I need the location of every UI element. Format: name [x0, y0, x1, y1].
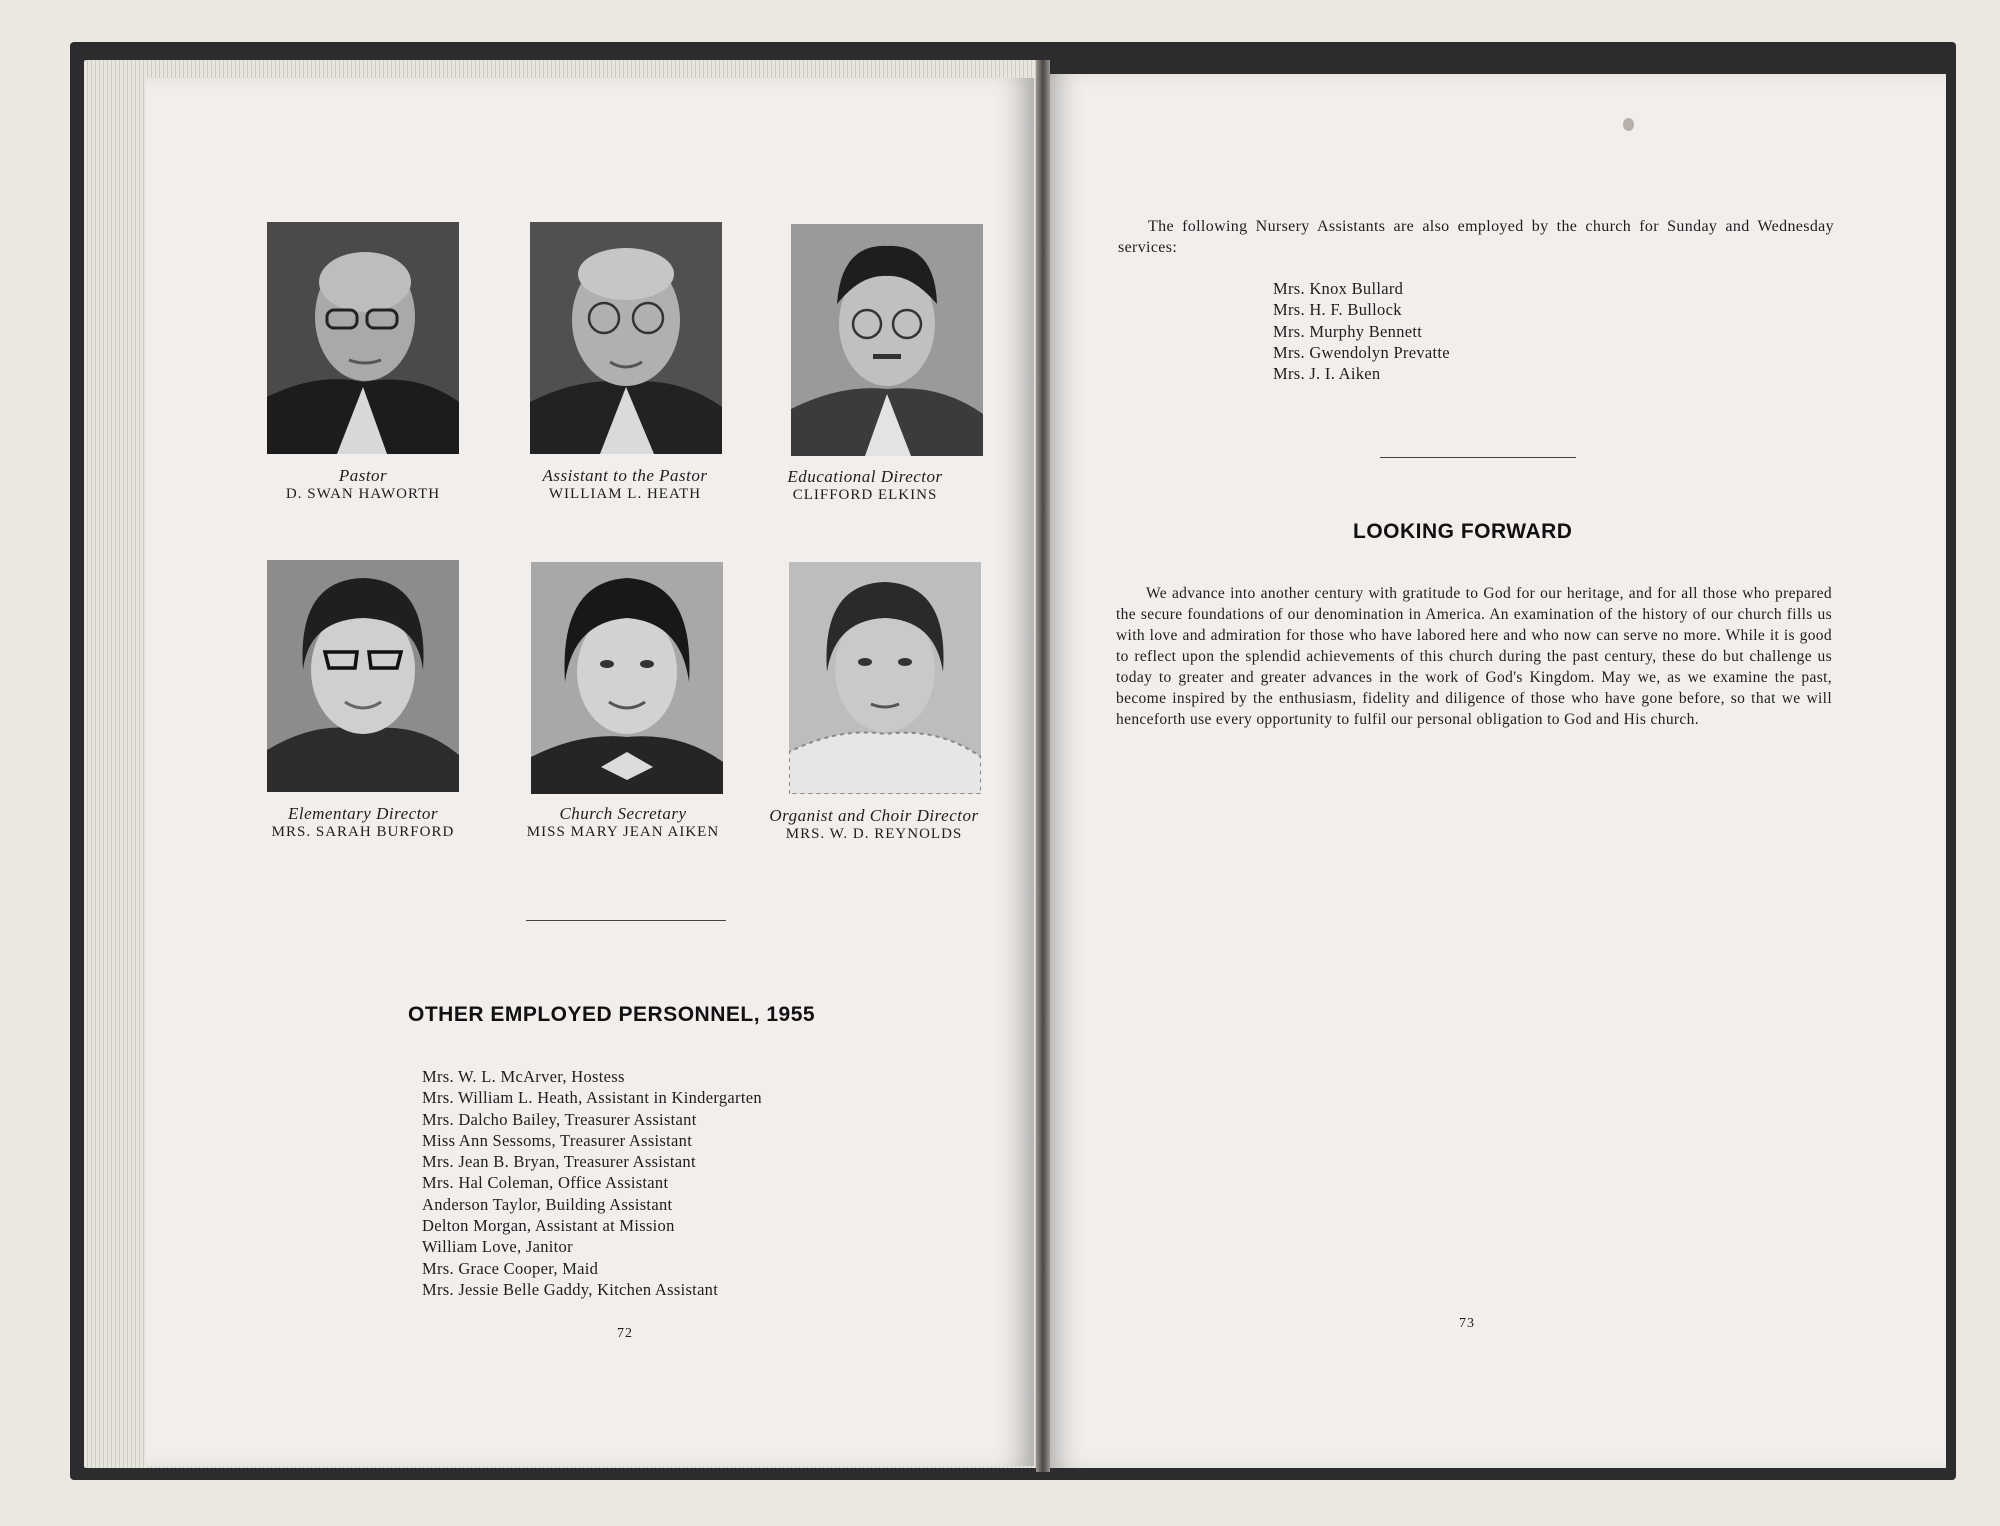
staff-role: Elementary Director [287, 804, 439, 823]
staff-caption [735, 467, 995, 504]
staff-role: Organist and Choir Director [769, 806, 979, 825]
staff-name: MRS. W. D. REYNOLDS [785, 826, 963, 842]
section-divider [526, 920, 726, 921]
staff-name: MRS. SARAH BURFORD [271, 824, 455, 840]
staff-name: WILLIAM L. HEATH [548, 486, 702, 502]
portrait-photo-organist [789, 562, 981, 794]
page-number-left: 72 [617, 1326, 633, 1341]
portrait-photo-assistant-pastor [530, 222, 722, 454]
list-item: Mrs. Murphy Bennett [1273, 321, 1423, 341]
list-item: Mrs. H. F. Bullock [1273, 300, 1402, 320]
portrait-photo-church-secretary [531, 562, 723, 794]
paper-speck [1623, 118, 1634, 131]
staff-role: Pastor [338, 466, 388, 485]
looking-forward-paragraph [1116, 583, 1832, 730]
list-item: Anderson Taylor, Building Assistant [422, 1194, 673, 1214]
list-item: Mrs. Jessie Belle Gaddy, Kitchen Assistant [422, 1279, 719, 1299]
personnel-list [422, 1066, 762, 1300]
list-item: Mrs. Hal Coleman, Office Assistant [422, 1173, 669, 1193]
list-item: Miss Ann Sessoms, Treasurer Assistant [422, 1130, 693, 1150]
list-item: Delton Morgan, Assistant at Mission [422, 1216, 675, 1236]
section-heading-looking-forward: LOOKING FORWARD [1353, 520, 1573, 543]
staff-caption [744, 806, 1004, 843]
section-divider [1380, 457, 1576, 458]
portrait-photo-pastor [267, 222, 459, 454]
nursery-intro [1118, 216, 1834, 258]
list-item: Mrs. Dalcho Bailey, Treasurer Assistant [422, 1109, 697, 1129]
paragraph-text: We advance into another century with gratitude to God for our heritage, and for all those who prepared the secure foundations of our denomination in America. An examination of the history of our church fills us with love and admiration for those who have labored here and who now can serve no more. While it is good to reflect upon the splendid achievements of this church during the past century, these do but challenge us today to greater and greater advances in the work of God's Kingdom. May we, as we examine the past, become inspired by the enthusiasm, fidelity and diligence of those who have gone before, so that we will henceforth use every opportunity to fulfil our personal obligation to God and His church. [1116, 585, 1832, 728]
portrait-photo-elementary-director [267, 560, 459, 792]
list-item: Mrs. J. I. Aiken [1273, 364, 1381, 384]
list-item: Mrs. Jean B. Bryan, Treasurer Assistant [422, 1152, 696, 1172]
staff-role: Assistant to the Pastor [542, 466, 708, 485]
staff-caption [233, 804, 493, 841]
staff-caption [493, 804, 753, 841]
list-item: Mrs. Gwendolyn Prevatte [1273, 342, 1450, 362]
section-heading-personnel: OTHER EMPLOYED PERSONNEL, 1955 [408, 1003, 816, 1026]
nursery-assistants-list [1273, 278, 1450, 384]
list-item: Mrs. Knox Bullard [1273, 279, 1404, 298]
right-page [1046, 74, 1946, 1468]
staff-caption [495, 466, 755, 503]
staff-name: MISS MARY JEAN AIKEN [526, 824, 720, 840]
portrait-photo-educational-director [791, 224, 983, 456]
staff-name: D. SWAN HAWORTH [285, 486, 441, 502]
staff-name: CLIFFORD ELKINS [792, 487, 938, 503]
page-number-right: 73 [1459, 1316, 1475, 1331]
staff-role: Church Secretary [559, 804, 687, 823]
list-item: Mrs. W. L. McArver, Hostess [422, 1067, 625, 1086]
list-item: Mrs. Grace Cooper, Maid [422, 1258, 599, 1278]
intro-text: The following Nursery Assistants are also employed by the church for Sunday and Wednesday services: [1118, 218, 1834, 256]
staff-role: Educational Director [787, 467, 943, 486]
list-item: William Love, Janitor [422, 1237, 573, 1257]
book-gutter [1036, 60, 1050, 1472]
list-item: Mrs. William L. Heath, Assistant in Kindergarten [422, 1088, 762, 1108]
staff-caption [233, 466, 493, 503]
